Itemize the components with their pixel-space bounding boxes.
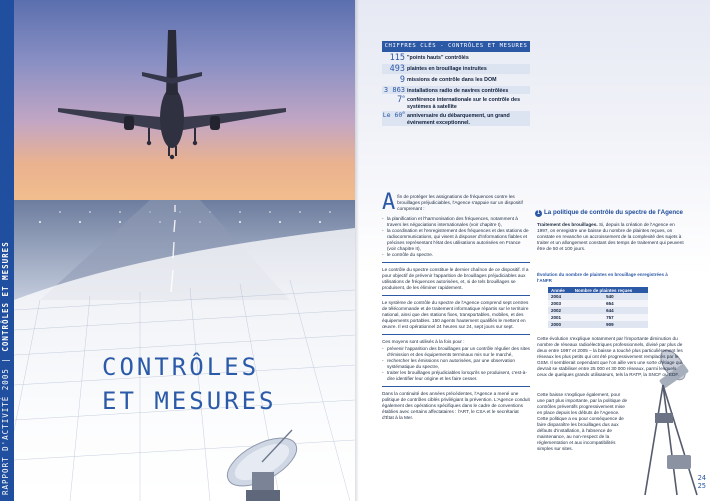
section-heading (535, 209, 705, 217)
table-cell-year: 2000 (548, 321, 572, 328)
table-header: Année (548, 287, 572, 293)
table-header: Nombre de plaintes reçues (572, 287, 648, 293)
page-numbers (686, 474, 706, 490)
table-row (548, 300, 648, 307)
key-figures-box (382, 41, 530, 137)
text-column-left (382, 190, 530, 425)
paragraph-lead: Traitement des brouillages. (537, 222, 598, 227)
key-figure-row (382, 64, 530, 74)
key-figure-text: missions de contrôle dans les DOM (407, 77, 497, 83)
key-figure-row (382, 86, 530, 94)
key-figure-number: 115 (389, 53, 405, 63)
table-caption: Évolution du nombre de plaintes en brouillage enregistrées à l'ANFR (537, 272, 668, 283)
table-cell-value: 757 (572, 314, 648, 321)
table-row (548, 321, 648, 328)
paragraph: Traitement des brouillages. Si, depuis la création de l'Agence en 1997, on enregistre une baisse du nombre de plaintes reçues, on constate en revanche un accroissement de la complexité des sujets à traiter et un allongement constant des temps de traitement qui peuvent être de 50 et 100 jours. (537, 222, 684, 251)
list-item: - la planification et l'harmonisation des fréquences, notamment à travers les négociations internationales (voir chapitre I), (382, 216, 530, 228)
table-row (548, 293, 648, 300)
drop-cap: A (382, 190, 396, 215)
intro-paragraph: Afin de protéger les assignations de fréquences contre les brouillages préjudiciables, l'Agence s'appuie sur un dispositif comprenant : (382, 190, 523, 215)
key-figure-text: anniversaire du débarquement, un grand événement exceptionnel. (407, 113, 510, 126)
paragraph: Ces moyens sont utilisés à la fois pour : (382, 339, 465, 344)
key-figure-row (382, 111, 530, 126)
side-band-text (1, 75, 10, 495)
table-cell-value: 540 (572, 293, 648, 300)
key-figure-text: plaintes en brouillage instruites (407, 66, 487, 72)
table-cell-year: 2003 (548, 300, 572, 307)
key-figure-text: "points hauts" contrôlés (407, 55, 469, 61)
table-cell-year: 2002 (548, 307, 572, 314)
key-figure-number: Le 60e (382, 111, 405, 120)
divider (382, 386, 530, 387)
table-row (548, 307, 648, 314)
section-number-badge: 1 (535, 210, 542, 217)
list-item: - rechercher les émissions non autorisées, par une observation systématique du spectre, (382, 358, 530, 370)
table-cell-value: 654 (572, 300, 648, 307)
paragraph: Dans la continuité des années précédentes, l'Agence a mené une politique de contrôles ciblés privilégiant la prévention. L'Agence conduit également des opérations spécifiques dans le cadre de conventions établies avec certains affectataires : l'ART, le CSA et le secrétariat d'État à la Mer. (382, 391, 530, 420)
report-title: RAPPORT D'ACTIVITÉ 2005 (1, 368, 10, 495)
bullet-list (382, 346, 530, 382)
key-figure-row (382, 75, 530, 85)
key-figure-number: 493 (389, 64, 405, 74)
paragraph: Cette évolution s'explique notamment par l'importante diminution du nombre de réseaux radioélectriques professionnels, divisé par plus de deux entre 1997 et 2005 – la baisse a touché plus particulièrement les réseaux les plus petits qui ont été progressivement remplacés par le GSM. Il semblerait cependant que l'on aille vers une sorte d'étiage qui devrait se stabiliser entre 25 000 et 30 000 réseaux, parmi lesquels ceux de quelques grands utilisateurs, tels la RATP, la SNCF ou EDF. (537, 336, 683, 377)
text-column-right-middle (537, 336, 687, 382)
key-figure-number: 3 863 (383, 86, 405, 94)
list-item: - le contrôle du spectre. (382, 252, 530, 258)
divider (382, 334, 530, 335)
page-number-left: 24 (697, 474, 706, 482)
list-item: - la coordination et l'enregistrement des fréquences et des stations de radiocommunications, qui visent à disposer d'informations fiables et précises représentant l'état des utilisations autorisées en France (voir chapitre II), (382, 228, 530, 252)
chapter-title-line1: CONTRÔLES (102, 353, 260, 381)
bullet-list (382, 216, 530, 258)
table-cell-year: 2004 (548, 293, 572, 300)
chapter-title-line2: ET MESURES (102, 387, 277, 415)
chapter-title (102, 350, 352, 418)
chapter-label: CONTRÔLES ET MESURES (1, 241, 10, 352)
paragraph: Le système de contrôle du spectre de l'Agence comprend sept centres de télécommande et de traitement informatique répartis sur le territoire national, ainsi que des stations fixes, transportables, mobiles, et des équipements portables. 150 agents hautement qualifiés le mettent en œuvre. Il est opérationnel 24 heures sur 24, sept jours sur sept. (382, 300, 529, 329)
table-cell-value: 909 (572, 321, 648, 328)
key-figures-header: CHIFFRES CLÉS - CONTRÔLES ET MESURES (382, 41, 530, 52)
key-figure-number: 7e (397, 95, 405, 106)
table-row (548, 314, 648, 321)
paragraph: Le contrôle du spectre constitue le dernier chaînon de ce dispositif. Il a pour objectif de prévenir l'apparition de brouillages préjudiciables aux utilisations de fréquences autorisées, et, si de tels brouillages se produisent, de les éliminer rapidement. (382, 267, 529, 290)
list-item: - prévenir l'apparition des brouillages par un contrôle régulier des sites d'émission et des équipements terminaux mis sur le marché, (382, 346, 530, 358)
key-figure-text: conférence internationale sur le contrôle des systèmes à satellite (407, 97, 521, 110)
list-item: - traiter les brouillages préjudiciables lorsqu'ils se produisent, c'est-à-dire identifier leur origine et les faire cesser. (382, 370, 530, 382)
key-figure-row (382, 53, 530, 63)
divider (382, 295, 530, 296)
complaints-table (548, 287, 648, 328)
text-column-right-top (537, 222, 685, 256)
airplane (58, 30, 286, 159)
table-cell-value: 644 (572, 307, 648, 314)
key-figure-number: 9 (399, 75, 405, 85)
paragraph: Cette baisse s'explique également, pour une part plus importante, par la politique de contrôles préventifs progressivement mise en place depuis les débuts de l'Agence. Cette politique a eu pour conséquence de faire disparaître les brouillages dus aux défauts d'installation, à l'absence de maintenance, au non-respect de la réglementation et aux incompatibilités simples sur sites. (537, 392, 628, 451)
section-heading-text: La politique de contrôle du spectre de l'Agence (544, 209, 683, 216)
page-spine (355, 0, 359, 501)
key-figure-text: installations radio de navires contrôlées (407, 88, 509, 94)
page-number-right: 25 (697, 482, 706, 490)
divider (382, 262, 530, 263)
text-column-right-bottom (537, 392, 629, 456)
side-separator: | (1, 351, 10, 369)
key-figure-row (382, 95, 530, 110)
table-cell-year: 2001 (548, 314, 572, 321)
